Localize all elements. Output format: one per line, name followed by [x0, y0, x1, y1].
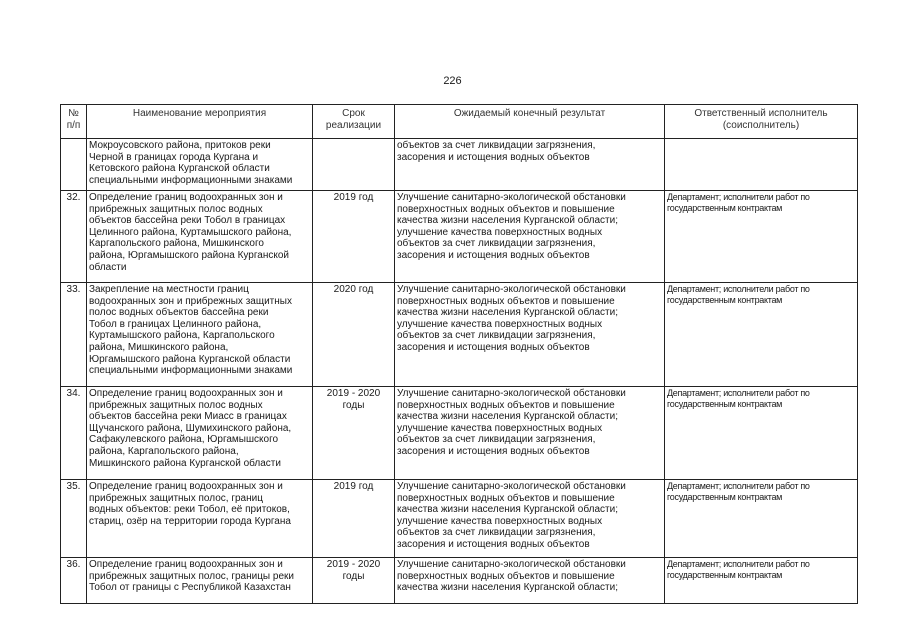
row-executor: Департамент; исполнители работ по государственным контрактам: [665, 480, 858, 558]
table-row: [61, 480, 858, 558]
row-measure-name: Определение границ водоохранных зон и прибрежных защитных полос водных объектов бассейна реки Тобол в границах Целинного района, Куртамышского района, Каргапольского района, Мишкинского района, Юргамышского района Курганской области: [87, 191, 313, 283]
row-term: [313, 139, 395, 191]
table-row: [61, 139, 858, 191]
row-measure-name: Мокроусовского района, притоков реки Черной в границах города Кургана и Кетовского района Курганской области специальными информационными знаками: [87, 139, 313, 191]
header-number: № п/п: [61, 105, 87, 139]
row-term: 2020 год: [313, 283, 395, 387]
table-row: [61, 191, 858, 283]
row-number: 32.: [61, 191, 87, 283]
measures-table: [60, 104, 858, 604]
row-expected-result: объектов за счет ликвидации загрязнения, засорения и истощения водных объектов: [395, 139, 665, 191]
row-term: 2019 год: [313, 480, 395, 558]
row-expected-result: Улучшение санитарно-экологической обстановки поверхностных водных объектов и повышение качества жизни населения Курганской области;: [395, 558, 665, 604]
row-measure-name: Закрепление на местности границ водоохранных зон и прибрежных защитных полос водных объектов бассейна реки Тобол в границах Целинного района, Куртамышского района, Каргапольского района, Мишкинского района, Юргамышского района Курганской области специальными информационными знаками: [87, 283, 313, 387]
row-executor: Департамент; исполнители работ по государственным контрактам: [665, 558, 858, 604]
row-executor: Департамент; исполнители работ по государственным контрактам: [665, 283, 858, 387]
row-measure-name: Определение границ водоохранных зон и прибрежных защитных полос, границы реки Тобол от границы с Республикой Казахстан: [87, 558, 313, 604]
row-number: 34.: [61, 387, 87, 480]
row-expected-result: Улучшение санитарно-экологической обстановки поверхностных водных объектов и повышение качества жизни населения Курганской области; улучшение качества поверхностных водных объектов за счет ликвидации загрязнения, засорения и истощения водных объектов: [395, 191, 665, 283]
table-row: [61, 558, 858, 604]
row-number: 36.: [61, 558, 87, 604]
row-expected-result: Улучшение санитарно-экологической обстановки поверхностных водных объектов и повышение качества жизни населения Курганской области; улучшение качества поверхностных водных объектов за счет ликвидации загрязнения, засорения и истощения водных объектов: [395, 480, 665, 558]
table-row: [61, 283, 858, 387]
row-executor: Департамент; исполнители работ по государственным контрактам: [665, 191, 858, 283]
row-measure-name: Определение границ водоохранных зон и прибрежных защитных полос водных объектов бассейна реки Миасс в границах Щучанского района, Шумихинского района, Сафакулевского района, Юргамышского района, Каргапольского района, Мишкинского района Курганской области: [87, 387, 313, 480]
page-number: 226: [443, 75, 462, 87]
row-number: 33.: [61, 283, 87, 387]
header-executor: Ответственный исполнитель (соисполнитель): [665, 105, 858, 139]
row-expected-result: Улучшение санитарно-экологической обстановки поверхностных водных объектов и повышение качества жизни населения Курганской области; улучшение качества поверхностных водных объектов за счет ликвидации загрязнения, засорения и истощения водных объектов: [395, 387, 665, 480]
header-term: Срок реализации: [313, 105, 395, 139]
table-row: [61, 387, 858, 480]
table-header-row: [61, 105, 858, 139]
row-term: 2019 - 2020 годы: [313, 387, 395, 480]
row-number: 35.: [61, 480, 87, 558]
row-term: 2019 год: [313, 191, 395, 283]
row-expected-result: Улучшение санитарно-экологической обстановки поверхностных водных объектов и повышение качества жизни населения Курганской области; улучшение качества поверхностных водных объектов за счет ликвидации загрязнения, засорения и истощения водных объектов: [395, 283, 665, 387]
row-term: 2019 - 2020 годы: [313, 558, 395, 604]
row-number: [61, 139, 87, 191]
header-expected-result: Ожидаемый конечный результат: [395, 105, 665, 139]
row-measure-name: Определение границ водоохранных зон и прибрежных защитных полос, границ водных объектов: реки Тобол, её притоков, стариц, озёр на территории города Кургана: [87, 480, 313, 558]
row-executor: Департамент; исполнители работ по государственным контрактам: [665, 387, 858, 480]
header-measure-name: Наименование мероприятия: [87, 105, 313, 139]
row-executor: [665, 139, 858, 191]
